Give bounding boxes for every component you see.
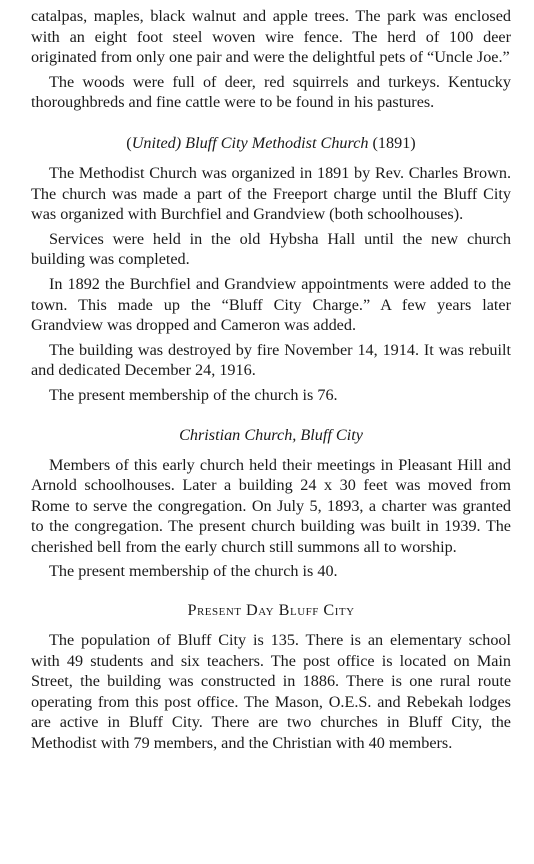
heading-title: ) Bluff City Methodist Church — [175, 133, 369, 152]
body-paragraph: The population of Bluff City is 135. There is an elementary school with 49 students and six teachers. The post office is located on Main Street, the building was constructed in 1886. There is one rural route operating from this post office. The Mason, O.E.S. and Rebekah lodges are active in Bluff City. There are two churches in Bluff City, the Methodist with 79 members, and the Christian with 40 members. — [31, 631, 511, 753]
body-paragraph: The Methodist Church was organized in 1891 by Rev. Charles Brown. The church was made a part of the Freeport charge until the Bluff City was organized with Burchfiel and Grandview (both schoolhouses). — [31, 163, 511, 224]
heading-year: (1891) — [368, 133, 416, 152]
section-heading-methodist — [31, 133, 511, 153]
body-paragraph: The present membership of the church is 40. — [49, 562, 338, 581]
body-paragraph: catalpas, maples, black walnut and apple trees. The park was enclosed with an eight foot steel woven wire fence. The herd of 100 deer originated from only one pair and were the delightful pets of “Uncle Joe.” — [31, 7, 511, 67]
body-paragraph: The present membership of the church is 76. — [49, 385, 338, 404]
section-heading-present-day: Present Day Bluff City — [187, 601, 355, 620]
section-heading-christian: Christian Church, Bluff City — [179, 425, 363, 444]
body-paragraph: Services were held in the old Hybsha Hall until the new church building was completed. — [31, 229, 511, 269]
body-paragraph: The woods were full of deer, red squirrels and turkeys. Kentucky thoroughbreds and fine cattle were to be found in his pastures. — [31, 72, 511, 112]
body-paragraph: The building was destroyed by fire November 14, 1914. It was rebuilt and dedicated December 24, 1916. — [31, 340, 511, 380]
heading-united: United — [131, 133, 176, 152]
body-paragraph: In 1892 the Burchfiel and Grandview appointments were added to the town. This made up the “Bluff City Charge.” A few years later Grandview was dropped and Cameron was added. — [31, 274, 511, 335]
body-paragraph: Members of this early church held their meetings in Pleasant Hill and Arnold schoolhouses. Later a building 24 x 30 feet was moved from Rome to serve the congregation. On July 5, 1893, a charter was granted to the congregation. The present church building was built in 1939. The cherished bell from the early church still summons all to worship. — [31, 455, 511, 556]
heading-open-paren: ( — [126, 133, 132, 152]
book-page — [31, 0, 511, 754]
